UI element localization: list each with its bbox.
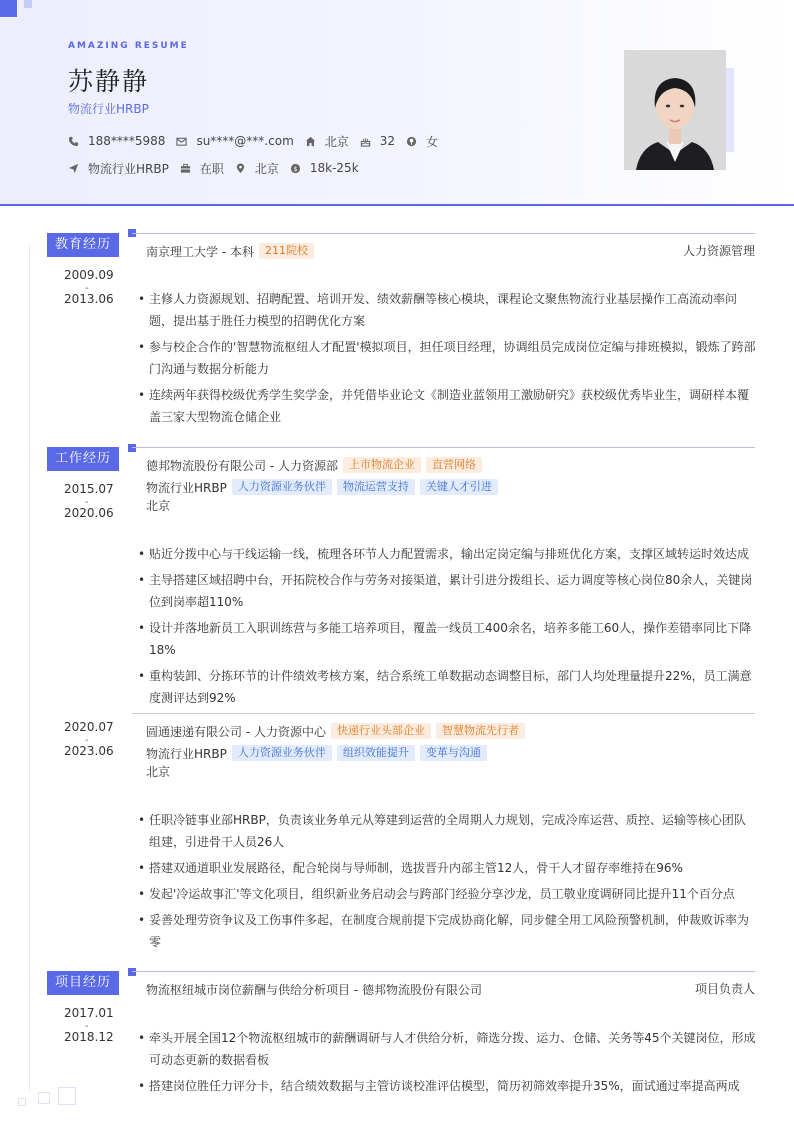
work2-role-tag: 组织效能提升	[337, 745, 415, 761]
phone-item	[68, 134, 165, 148]
project-end-date: 2018.12	[64, 1030, 114, 1044]
project-name: 物流枢纽城市岗位薪酬与供给分析项目 - 德邦物流股份有限公司	[146, 982, 482, 997]
work1-role: 物流行业HRBP	[146, 480, 227, 495]
project-headline	[146, 980, 482, 998]
list-item: • 搭建双通道职业发展路径，配合轮岗与导师制，选拔晋升内部主管12人，骨干人才留存率维持在96%	[138, 857, 756, 879]
work1-start-date: 2015.07	[64, 482, 114, 496]
list-item: • 贴近分拨中心与干线运输一线，梳理各环节人力配置需求，输出定岗定编与排班优化方案，支撑区域转运时效达成	[138, 543, 756, 565]
status-item	[180, 160, 224, 177]
list-item: • 妥善处理劳资争议及工伤事件多起，在制度合规前提下完成协商化解，同步健全用工风险预警机制，仲裁败诉率为零	[138, 909, 756, 953]
section-divider	[132, 971, 755, 972]
list-item: • 发起'冷运故事汇'等文化项目，组织新业务启动会与跨部门经验分享沙龙，员工敬业度调研同比提升11个百分点	[138, 883, 756, 905]
salary-text: 18k-25k	[309, 161, 359, 175]
work1-role-line	[146, 478, 498, 496]
candidate-name: 苏静静	[68, 67, 150, 96]
work2-company-tag: 快递行业头部企业	[331, 723, 431, 739]
candidate-title: 物流行业HRBP	[68, 102, 149, 116]
phone-text: 188****5988	[88, 134, 166, 148]
home-item	[305, 133, 349, 150]
list-item: • 主导搭建区域招聘中台，开拓院校合作与劳务对接渠道，累计引进分拨组长、运力调度等核心岗位80余人，关键岗位到岗率超110%	[138, 569, 756, 613]
work2-start-date: 2020.07	[64, 720, 114, 734]
footer-decoration	[38, 1092, 50, 1104]
footer-decoration	[18, 1098, 26, 1106]
date-dash: -	[85, 735, 89, 746]
city-item	[235, 160, 279, 177]
email-text: su****@***.com	[196, 134, 294, 148]
svg-text:$: $	[293, 164, 298, 173]
work2-company-tag: 智慧物流先行者	[436, 723, 525, 739]
entry-divider	[132, 713, 755, 714]
edu-start-date: 2009.09	[64, 268, 114, 282]
age-item	[360, 134, 395, 148]
intent-row	[68, 160, 370, 176]
corner-decoration	[0, 0, 17, 17]
work1-city: 北京	[146, 499, 171, 513]
section-divider	[132, 447, 755, 448]
section-title-work: 工作经历	[47, 447, 119, 471]
edu-end-date: 2013.06	[64, 292, 114, 306]
cake-icon	[360, 136, 371, 147]
work1-company-tag: 直营网络	[426, 457, 482, 473]
project-bullet-list	[138, 1027, 756, 1101]
edu-headline	[146, 242, 314, 260]
edu-major: 人力资源管理	[682, 244, 755, 258]
age-text: 32	[379, 134, 396, 148]
work1-headline	[146, 456, 482, 474]
send-icon	[68, 163, 79, 174]
section-marker	[128, 968, 136, 976]
status-text: 在职	[199, 161, 224, 176]
gender-text: 女	[426, 134, 439, 149]
list-item: • 牵头开展全国12个物流枢纽城市的薪酬调研与人才供给分析，筛选分拨、运力、仓储、关务等45个关键岗位，形成可动态更新的数据看板	[138, 1027, 756, 1071]
list-item: • 连续两年获得校级优秀学生奖学金，并凭借毕业论文《制造业蓝领用工激励研究》获校级优秀毕业生，调研样本覆盖三家大型物流仓储企业	[138, 384, 756, 428]
resume-tagline: AMAZING RESUME	[68, 41, 189, 51]
position-item	[68, 160, 169, 177]
work2-end-date: 2023.06	[64, 744, 114, 758]
location-pin-icon	[235, 163, 246, 174]
date-dash: -	[85, 1021, 89, 1032]
coin-icon	[290, 163, 301, 174]
email-item	[176, 134, 293, 148]
salary-item	[290, 161, 359, 175]
timeline-rail	[29, 245, 30, 1090]
project-role: 项目负责人	[694, 982, 755, 996]
section-divider	[132, 233, 755, 234]
list-item: • 任职冷链事业部HRBP，负责该业务单元从筹建到运营的全周期人力规划，完成冷库运营、质控、运输等核心团队组建，引进骨干人员26人	[138, 809, 756, 853]
date-dash: -	[85, 497, 89, 508]
phone-icon	[68, 136, 79, 147]
mail-icon	[176, 136, 187, 147]
city-text: 北京	[254, 161, 279, 176]
work1-company-tag: 上市物流企业	[343, 457, 421, 473]
edu-tag: 211院校	[259, 243, 314, 259]
list-item: • 设计并落地新员工入职训练营与多能工培养项目，覆盖一线员工400余名，培养多能工60人，操作差错率同比下降18%	[138, 617, 756, 661]
briefcase-icon	[180, 163, 191, 174]
work1-role-tag: 人力资源业务伙伴	[232, 479, 332, 495]
list-item: • 重构装卸、分拣环节的计件绩效考核方案，结合系统工单数据动态调整目标，部门人均处理量提升22%，员工满意度测评达到92%	[138, 665, 756, 709]
list-item: • 主修人力资源规划、招聘配置、培训开发、绩效薪酬等核心模块，课程论文聚焦物流行业基层操作工高流动率问题，提出基于胜任力模型的招聘优化方案	[138, 288, 756, 332]
edu-bullet-list	[138, 288, 756, 432]
gender-item	[406, 133, 438, 150]
corner-decoration-small	[24, 0, 32, 8]
work1-end-date: 2020.06	[64, 506, 114, 520]
work2-city: 北京	[146, 765, 171, 779]
work2-headline	[146, 722, 525, 740]
project-start-date: 2017.01	[64, 1006, 114, 1020]
work1-bullet-list	[138, 543, 756, 713]
profile-photo	[624, 50, 726, 170]
section-title-education: 教育经历	[47, 233, 119, 257]
list-item: • 搭建岗位胜任力评分卡，结合绩效数据与主管访谈校准评估模型，简历初筛效率提升35%，面试通过率提高两成	[138, 1075, 756, 1097]
home-icon	[305, 136, 316, 147]
gender-icon	[406, 136, 417, 147]
work1-role-tag: 物流运营支持	[337, 479, 415, 495]
work2-bullet-list	[138, 809, 756, 957]
section-title-projects: 项目经历	[47, 971, 119, 995]
footer-decoration	[58, 1087, 76, 1105]
work1-company: 德邦物流股份有限公司 - 人力资源部	[146, 458, 338, 473]
work2-company: 圆通速递有限公司 - 人力资源中心	[146, 724, 326, 739]
contact-row	[68, 133, 449, 149]
section-marker	[128, 444, 136, 452]
edu-school: 南京理工大学 - 本科	[146, 244, 254, 259]
work2-role-line	[146, 744, 487, 762]
work2-role: 物流行业HRBP	[146, 746, 227, 761]
position-text: 物流行业HRBP	[88, 161, 169, 176]
work1-role-tag: 关键人才引进	[420, 479, 498, 495]
date-dash: -	[85, 283, 89, 294]
list-item: • 参与校企合作的'智慧物流枢纽人才配置'模拟项目，担任项目经理，协调组员完成岗位定编与排班模拟，锻炼了跨部门沟通与数据分析能力	[138, 336, 756, 380]
resume-header	[0, 0, 794, 206]
work2-role-tag: 人力资源业务伙伴	[232, 745, 332, 761]
home-text: 北京	[324, 134, 349, 149]
work2-role-tag: 变革与沟通	[420, 745, 487, 761]
